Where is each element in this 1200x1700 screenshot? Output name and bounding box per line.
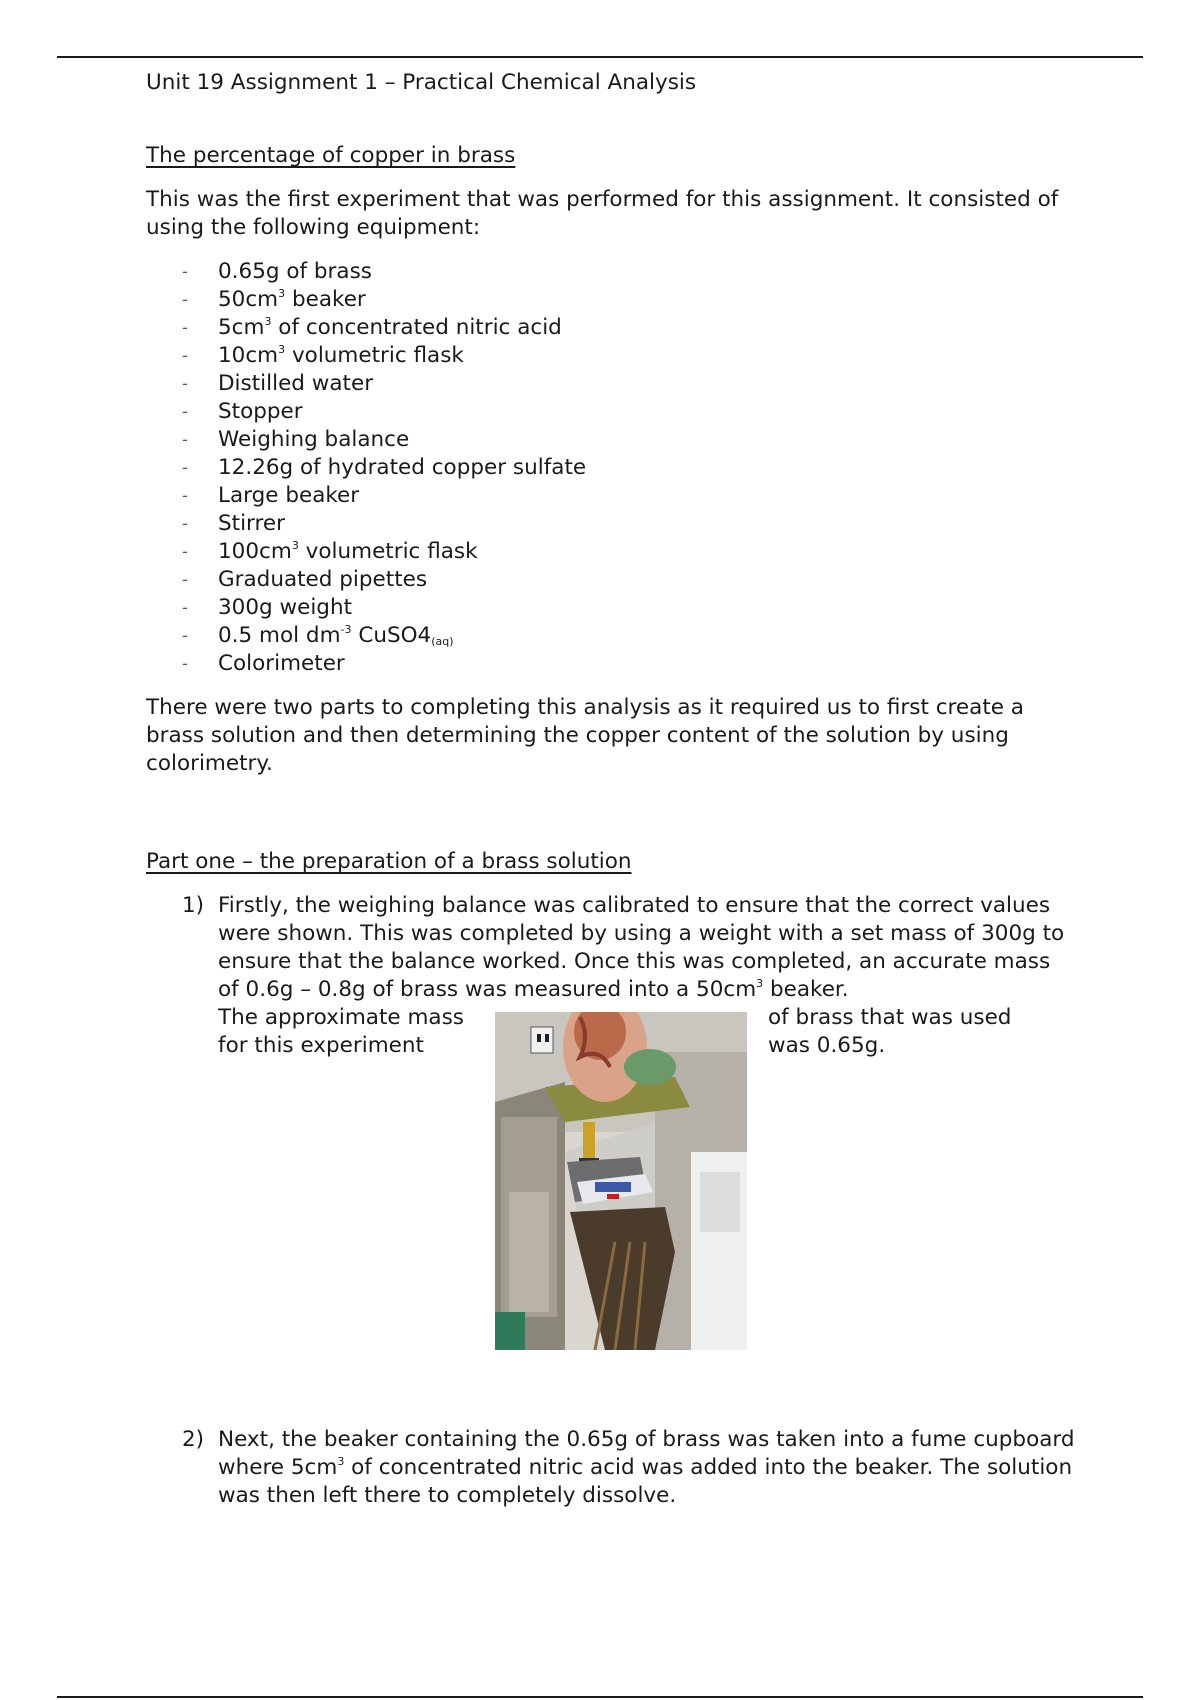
dash-bullet-icon: - bbox=[182, 654, 188, 673]
procedure-step-1 bbox=[146, 892, 1076, 1342]
step-number: 1) bbox=[182, 893, 205, 918]
dash-bullet-icon: - bbox=[182, 262, 188, 281]
list-item: - $5cm^3$ of concentrated nitric acid bbox=[182, 315, 562, 340]
list-item: - Distilled water bbox=[182, 371, 374, 396]
intro-paragraph: This was the first experiment that was performed for this assignment. It consisted of using the following equipment: bbox=[146, 187, 1059, 240]
balance-photo bbox=[495, 1012, 747, 1350]
dash-bullet-icon: - bbox=[182, 402, 188, 421]
step-1-wrap-text-right: of brass that was used was 0.65g. bbox=[768, 1005, 1012, 1058]
list-item: - $50cm^3$ beaker bbox=[182, 287, 366, 312]
list-item: - Stopper bbox=[182, 399, 303, 424]
list-item: - 300g weight bbox=[182, 595, 353, 620]
list-item: - Colorimeter bbox=[182, 651, 345, 676]
document-body bbox=[146, 66, 1076, 1510]
list-item: - 0.65g of brass bbox=[182, 259, 372, 284]
list-item: - $10cm^3$ volumetric flask bbox=[182, 343, 464, 368]
list-item: - 12.26g of hydrated copper sulfate bbox=[182, 455, 587, 480]
dash-bullet-icon: - bbox=[182, 458, 188, 477]
analysis-intro-paragraph: There were two parts to completing this analysis as it required us to first create a brass solution and then determining the copper content of the solution by using colorimetry. bbox=[146, 695, 1024, 776]
list-item: - Stirrer bbox=[182, 511, 285, 536]
weighing-balance-photo-illustration bbox=[495, 1012, 747, 1350]
step-1-figure-row bbox=[218, 1004, 1076, 1342]
dash-bullet-icon: - bbox=[182, 598, 188, 617]
dash-bullet-icon: - bbox=[182, 430, 188, 449]
dash-bullet-icon: - bbox=[182, 374, 188, 393]
list-item: - $100cm^3$ volumetric flask bbox=[182, 539, 478, 564]
page-header-title: Unit 19 Assignment 1 – Practical Chemical Analysis bbox=[146, 70, 697, 95]
dash-bullet-icon: - bbox=[182, 290, 188, 309]
dash-bullet-icon: - bbox=[182, 346, 188, 365]
step-2-text: Next, the beaker containing the 0.65g of brass was taken into a fume cupboard where $5cm^3$ of concentrated nitric acid was added into the beaker. The solution was then left there to completely dissolve. bbox=[218, 1427, 1075, 1508]
part-one-heading: Part one – the preparation of a brass solution bbox=[146, 849, 632, 874]
dash-bullet-icon: - bbox=[182, 570, 188, 589]
header-rule bbox=[57, 56, 1143, 58]
equipment-list bbox=[146, 258, 1076, 678]
step-1-wrap-text-left: The approximate mass for this experiment bbox=[218, 1005, 464, 1058]
dash-bullet-icon: - bbox=[182, 542, 188, 561]
dash-bullet-icon: - bbox=[182, 514, 188, 533]
list-item: - 0.5 mol $dm^{-3}$ $CuSO4_{(aq)}$ bbox=[182, 623, 454, 648]
dash-bullet-icon: - bbox=[182, 318, 188, 337]
step-1-text: Firstly, the weighing balance was calibrated to ensure that the correct values were shown. This was completed by using a weight with a set mass of 300g to ensure that the balance worked. Once this was completed, an accurate mass of 0.6g – 0.8g of brass was measured into a $50cm^3$ beaker. bbox=[218, 893, 1065, 1002]
dash-bullet-icon: - bbox=[182, 486, 188, 505]
section-heading: The percentage of copper in brass bbox=[146, 143, 516, 168]
procedure-steps bbox=[146, 892, 1076, 1510]
footer-rule bbox=[57, 1696, 1143, 1698]
list-item: - Large beaker bbox=[182, 483, 360, 508]
list-item: - Graduated pipettes bbox=[182, 567, 428, 592]
step-number: 2) bbox=[182, 1427, 205, 1452]
procedure-step-2 bbox=[146, 1426, 1076, 1510]
list-item: - Weighing balance bbox=[182, 427, 410, 452]
dash-bullet-icon: - bbox=[182, 626, 188, 645]
